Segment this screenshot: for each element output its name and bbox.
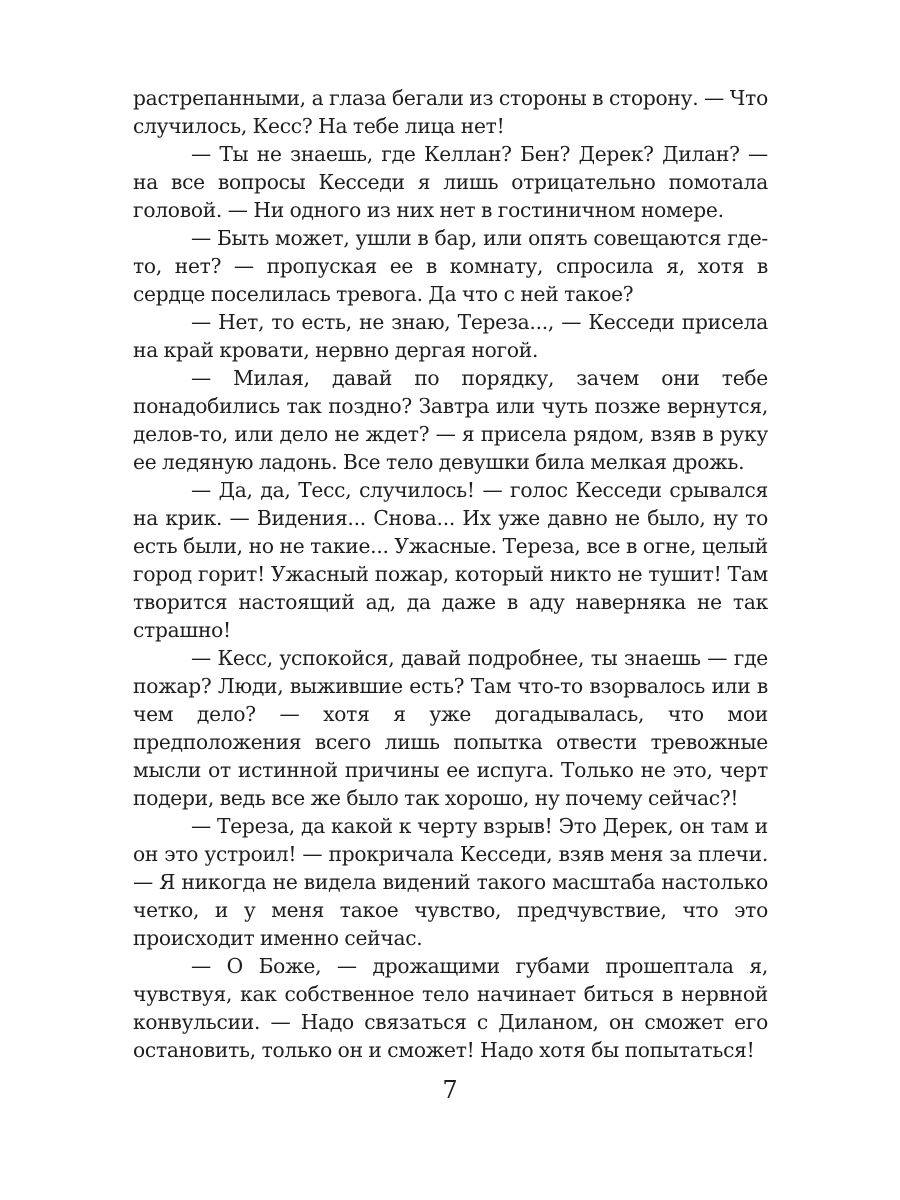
paragraph-5: — Милая, давай по порядку, зачем они тебе понадобились так поздно? Завтра или чуть позже вернутся, делов-то, или дело не ждет? — я присела рядом, взяв в руку ее ледяную ладонь. Все тело девушки била мелкая дрожь. [133,366,768,474]
paragraph-9: — О Боже, — дрожащими губами прошептала я, чувствуя, как собственное тело начинает биться в нервной конвульсии. — Надо связаться с Диланом, он сможет его остановить, только он и сможет! Надо хотя бы попытаться! [133,954,768,1062]
paragraph-4: — Нет, то есть, не знаю, Тереза..., — Кесседи присела на край кровати, нервно дергая ногой. [133,310,768,362]
body-text [133,84,768,1064]
paragraph-3: — Быть может, ушли в бар, или опять совещаются где-то, нет? — пропуская ее в комнату, спросила я, хотя в сердце поселилась тревога. Да что с ней такое? [133,226,768,306]
page-number: 7 [442,1076,458,1104]
paragraph-1: растрепанными, а глаза бегали из стороны в сторону. — Что случилось, Кесс? На тебе лица нет! [133,86,768,138]
paragraph-7: — Кесс, успокойся, давай подробнее, ты знаешь — где пожар? Люди, выжившие есть? Там что-то взорвалось или в чем дело? — хотя я уже догадывалась, что мои предположения всего лишь попытка отвести тревожные мысли от истинной причины ее испуга. Только не это, черт подери, ведь все же было так хорошо, ну почему сейчас?! [133,646,768,810]
paragraph-8: — Тереза, да какой к черту взрыв! Это Дерек, он там и он это устроил! — прокричала Кесседи, взяв меня за плечи. — Я никогда не видела видений такого масштаба настолько четко, и у меня такое чувство, предчувствие, что это происходит именно сейчас. [133,814,768,950]
paragraph-6: — Да, да, Тесс, случилось! — голос Кесседи срывался на крик. — Видения... Снова... Их уже давно не было, ну то есть были, но не такие... Ужасные. Тереза, все в огне, целый город горит! Ужасный пожар, который никто не тушит! Там творится настоящий ад, да даже в аду наверняка не так страшно! [133,478,768,642]
paragraph-2: — Ты не знаешь, где Келлан? Бен? Дерек? Дилан? — на все вопросы Кесседи я лишь отрицательно помотала головой. — Ни одного из них нет в гостиничном номере. [133,142,768,222]
